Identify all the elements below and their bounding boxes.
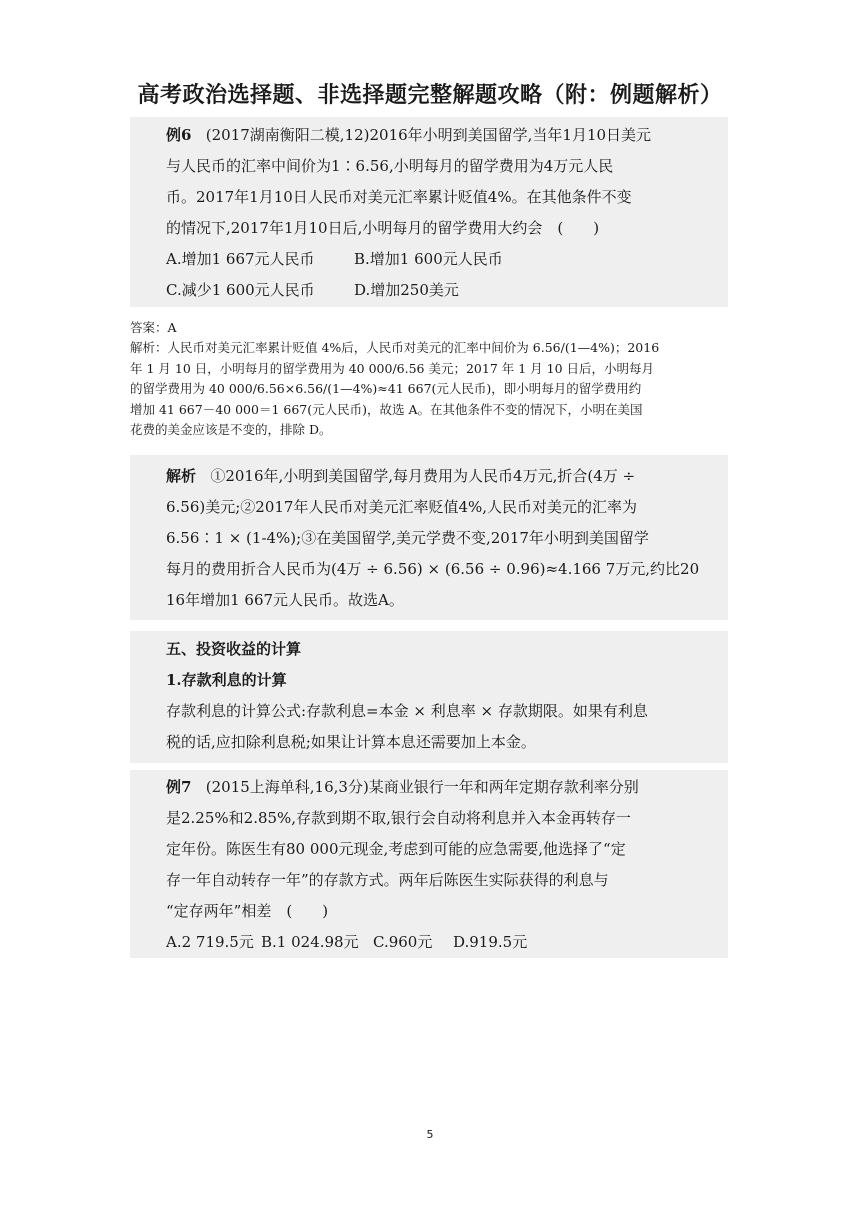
example-7-box [130, 770, 728, 958]
example-6-options-row-2 [166, 275, 728, 306]
analysis-line-2: 6.56)美元;②2017年人民币对美元汇率贬值4%,人民币对美元的汇率为 [166, 498, 638, 516]
example-7-line-2: 是2.25%和2.85%,存款到期不取,银行会自动将利息并入本金再转存一 [166, 809, 631, 827]
example-7-line-1: 例7 (2015上海单科,16,3分)某商业银行一年和两年定期存款利率分别 [166, 778, 639, 796]
section-5-box [130, 631, 728, 763]
option-c: C.960元 [373, 933, 433, 951]
explanation-line: 增加 41 667－40 000＝1 667(元人民币)，故选 A。在其他条件不变的情况下，小明在美国 [130, 401, 643, 417]
analysis-line-1: 解析 ①2016年,小明到美国留学,每月费用为人民币4万元,折合(4万 ÷ [166, 467, 636, 485]
example-6-box [130, 117, 728, 307]
example-6-line-4: 的情况下,2017年1月10日后,小明每月的留学费用大约会 ( ) [166, 219, 600, 237]
analysis-line-3: 6.56∶1 × (1-4%);③在美国留学,美元学费不变,2017年小明到美国留学 [166, 529, 649, 547]
page-title: 高考政治选择题、非选择题完整解题攻略（附：例题解析） [137, 83, 723, 108]
analysis-label: 解析 [166, 467, 197, 485]
section-5-line-2: 税的话,应扣除利息税;如果让计算本息还需要加上本金。 [166, 733, 536, 751]
example-6-label: 例6 [166, 126, 192, 144]
example-6-line-3: 币。2017年1月10日人民币对美元汇率累计贬值4%。在其他条件不变 [166, 188, 632, 206]
explanation-line: 花费的美金应该是不变的，排除 D。 [130, 422, 332, 437]
section-5-subheading: 1.存款利息的计算 [166, 671, 287, 689]
example-7-line-3: 定年份。陈医生有80 000元现金,考虑到可能的应急需要,他选择了“定 [166, 840, 626, 858]
section-5-heading: 五、投资收益的计算 [166, 640, 302, 658]
example-7-line-4: 存一年自动转存一年”的存款方式。两年后陈医生实际获得的利息与 [166, 871, 609, 889]
analysis-line-5: 16年增加1 667元人民币。故选A。 [166, 591, 404, 609]
example-6-options-row-1 [166, 244, 728, 275]
example-7-options-row [166, 927, 728, 958]
option-d: D.增加250美元 [354, 281, 459, 299]
section-5-line-1: 存款利息的计算公式:存款利息=本金 × 利息率 × 存款期限。如果有利息 [166, 702, 648, 720]
explanation-line: 解析：人民币对美元汇率累计贬值 4%后，人民币对美元的汇率中间价为 6.56/(1—4%)；2016 [130, 340, 660, 355]
option-c: C.减少1 600元人民币 [166, 281, 315, 299]
option-a: A.2 719.5元 [166, 933, 254, 951]
option-b: B.增加1 600元人民币 [354, 250, 503, 268]
example-6-line-2: 与人民币的汇率中间价为1∶6.56,小明每月的留学费用为4万元人民 [166, 157, 614, 175]
example-7-label: 例7 [166, 778, 192, 796]
explanation-line: 的留学费用为 40 000/6.56×6.56/(1—4%)≈41 667(元人民币)，即小明每月的留学费用约 [130, 381, 642, 396]
explanation-line: 年 1 月 10 日，小明每月的留学费用为 40 000/6.56 美元；2017 年 1 月 10 日后，小明每月 [130, 360, 655, 376]
analysis-box [130, 455, 728, 620]
explanation-paragraph [130, 338, 730, 441]
example-6-line-1: 例6 (2017湖南衡阳二模,12)2016年小明到美国留学,当年1月10日美元 [166, 126, 652, 144]
option-d: D.919.5元 [453, 933, 528, 951]
analysis-line-4: 每月的费用折合人民币为(4万 ÷ 6.56) × (6.56 ÷ 0.96)≈4.166 7万元,约比20 [166, 560, 700, 578]
option-b: B.1 024.98元 [261, 933, 359, 951]
example-7-line-5: “定存两年”相差 ( ) [166, 902, 329, 920]
answer-text: 答案：A [130, 320, 177, 335]
page-number: 5 [426, 1128, 434, 1141]
option-a: A.增加1 667元人民币 [166, 250, 315, 268]
